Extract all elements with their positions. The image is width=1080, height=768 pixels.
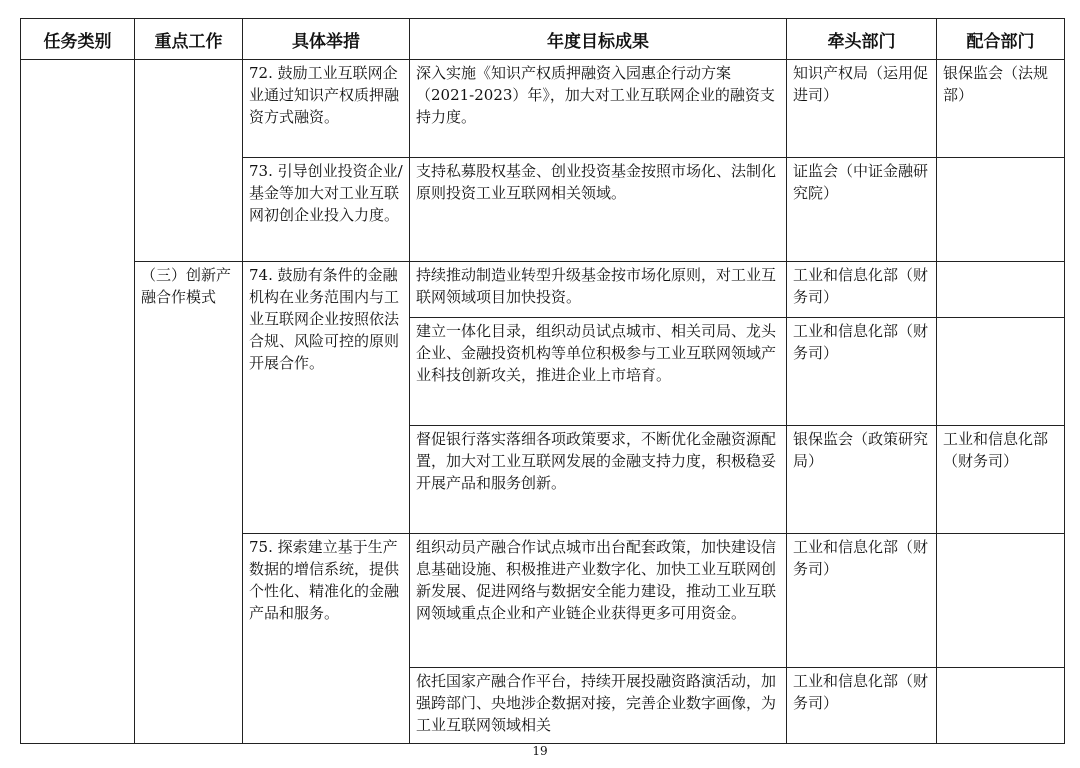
header-lead-dept: 牵头部门	[787, 19, 937, 60]
header-category: 任务类别	[21, 19, 135, 60]
lead-dept-cell: 工业和信息化部（财务司）	[787, 318, 937, 426]
coop-dept-cell	[937, 668, 1065, 744]
goal-cell: 依托国家产融合作平台，持续开展投融资路演活动，加强跨部门、央地涉企数据对接，完善企业数字画像，为工业互联网领域相关	[410, 668, 787, 744]
table-row	[21, 60, 1065, 158]
goal-cell: 深入实施《知识产权质押融资入园惠企行动方案（2021-2023）年》，加大对工业互联网企业的融资支持力度。	[410, 60, 787, 158]
coop-dept-cell	[937, 318, 1065, 426]
measure-cell: 72. 鼓励工业互联网企业通过知识产权质押融资方式融资。	[243, 60, 410, 158]
lead-dept-cell: 知识产权局（运用促进司）	[787, 60, 937, 158]
lead-dept-cell: 工业和信息化部（财务司）	[787, 668, 937, 744]
header-goals: 年度目标成果	[410, 19, 787, 60]
coop-dept-cell	[937, 534, 1065, 668]
key-work-cell-empty	[135, 60, 243, 262]
coop-dept-cell: 工业和信息化部（财务司）	[937, 426, 1065, 534]
coop-dept-cell: 银保监会（法规部）	[937, 60, 1065, 158]
measure-cell: 73. 引导创业投资企业/基金等加大对工业互联网初创企业投入力度。	[243, 158, 410, 262]
page-number: 19	[532, 744, 548, 758]
header-row	[21, 19, 1065, 60]
table-row	[21, 262, 1065, 318]
measure-cell: 75. 探索建立基于生产数据的增信系统，提供个性化、精准化的金融产品和服务。	[243, 534, 410, 744]
header-key-work: 重点工作	[135, 19, 243, 60]
coop-dept-cell	[937, 158, 1065, 262]
lead-dept-cell: 工业和信息化部（财务司）	[787, 262, 937, 318]
category-cell	[21, 60, 135, 744]
measure-cell: 74. 鼓励有条件的金融机构在业务范围内与工业互联网企业按照依法合规、风险可控的原则开展合作。	[243, 262, 410, 534]
lead-dept-cell: 证监会（中证金融研究院）	[787, 158, 937, 262]
goal-cell: 建立一体化目录，组织动员试点城市、相关司局、龙头企业、金融投资机构等单位积极参与工业互联网领域产业科技创新攻关，推进企业上市培育。	[410, 318, 787, 426]
header-coop-dept: 配合部门	[937, 19, 1065, 60]
coop-dept-cell	[937, 262, 1065, 318]
key-work-section: （三）创新产融合作模式	[135, 262, 243, 744]
goal-cell: 组织动员产融合作试点城市出台配套政策，加快建设信息基础设施、积极推进产业数字化、加快工业互联网创新发展、促进网络与数据安全能力建设，推动工业互联网领域重点企业和产业链企业获得更多可用资金。	[410, 534, 787, 668]
lead-dept-cell: 工业和信息化部（财务司）	[787, 534, 937, 668]
lead-dept-cell: 银保监会（政策研究局）	[787, 426, 937, 534]
header-measures: 具体举措	[243, 19, 410, 60]
goal-cell: 持续推动制造业转型升级基金按市场化原则，对工业互联网领域项目加快投资。	[410, 262, 787, 318]
goal-cell: 督促银行落实落细各项政策要求，不断优化金融资源配置，加大对工业互联网发展的金融支持力度，积极稳妥开展产品和服务创新。	[410, 426, 787, 534]
task-table	[20, 18, 1065, 744]
goal-cell: 支持私募股权基金、创业投资基金按照市场化、法制化原则投资工业互联网相关领域。	[410, 158, 787, 262]
